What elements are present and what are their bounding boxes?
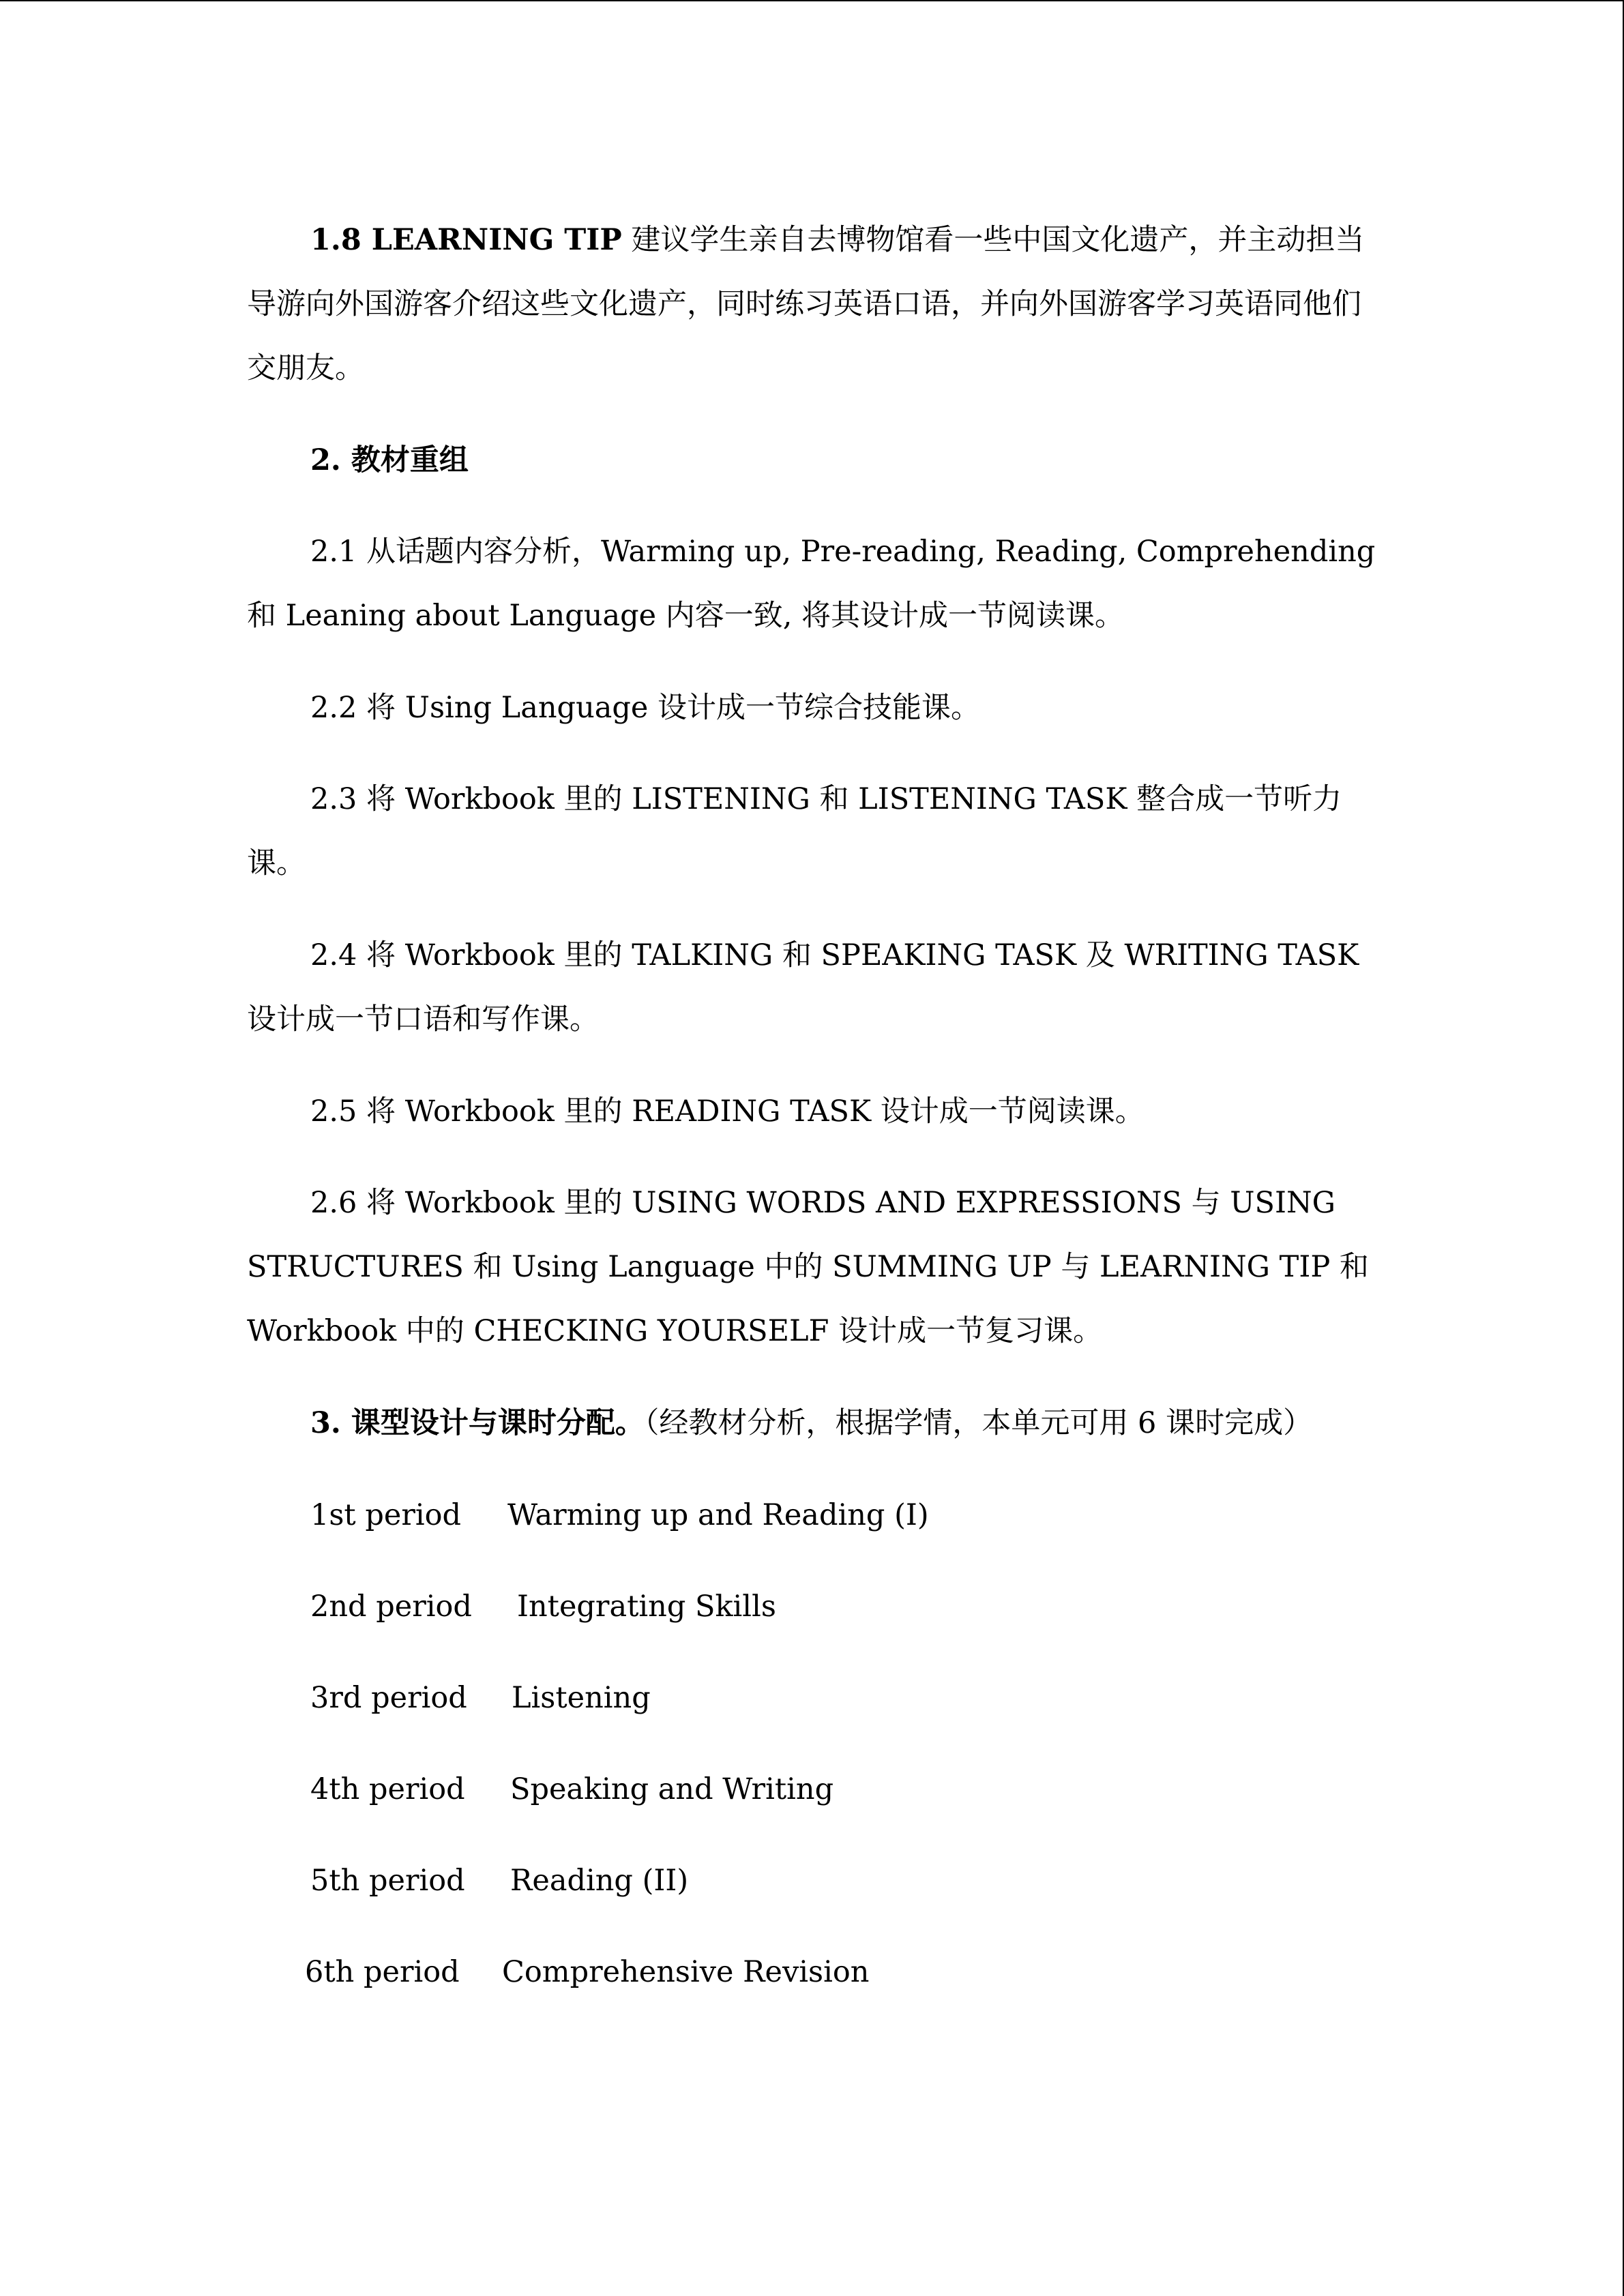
item-2-1: 2.1 从话题内容分析，Warming up, Pre-reading, Reading, Comprehending 和 Leaning about Language 内容一致, 将其设计成一节阅读课。 (247, 535, 1376, 633)
learning-tip-heading: 1.8 LEARNING TIP (310, 223, 622, 257)
learning-tip-text: 建议学生亲自去博物馆看一些中国文化遗产，并主动担当导游向外国游客介绍这些文化遗产，同时练习英语口语，并向外国游客学习英语同他们交朋友。 (247, 223, 1365, 385)
item-2-6: 2.6 将 Workbook 里的 USING WORDS AND EXPRESSIONS 与 USING STRUCTURES 和 Using Language 中的 SUMMING UP 与 LEARNING TIP 和 Workbook 中的 CHECKING YOURSELF 设计成一节复习课。 (247, 1186, 1369, 1348)
period-row (247, 1757, 1379, 1821)
period-title: Listening (512, 1681, 651, 1715)
document-body (247, 208, 1379, 2031)
paragraph-learning-tip (247, 208, 1379, 400)
period-title: Comprehensive Revision (502, 1955, 870, 1989)
period-row (247, 1666, 1379, 1730)
item-2-4: 2.4 将 Workbook 里的 TALKING 和 SPEAKING TASK 及 WRITING TASK 设计成一节口语和写作课。 (247, 938, 1359, 1037)
period-row (247, 1940, 1379, 2004)
period-title: Integrating Skills (517, 1590, 776, 1624)
period-row (247, 1575, 1379, 1639)
section-3-heading: 3. 课型设计与课时分配。 (310, 1406, 645, 1440)
period-number: 3rd period (310, 1681, 467, 1715)
period-number: 5th period (310, 1864, 465, 1898)
period-title: Warming up and Reading (I) (507, 1498, 929, 1532)
section-3-paragraph (247, 1391, 1379, 1455)
item-2-5: 2.5 将 Workbook 里的 READING TASK 设计成一节阅读课。 (310, 1094, 1145, 1129)
section-2-heading: 2. 教材重组 (310, 443, 469, 477)
item-2-3: 2.3 将 Workbook 里的 LISTENING 和 LISTENING TASK 整合成一节听力课。 (247, 782, 1342, 880)
period-title: Speaking and Writing (510, 1772, 834, 1806)
period-row (247, 1483, 1379, 1547)
item-2-2: 2.2 将 Using Language 设计成一节综合技能课。 (310, 691, 981, 725)
period-number: 2nd period (310, 1590, 472, 1624)
section-3-note: （经教材分析，根据学情，本单元可用 6 课时完成） (644, 1406, 1313, 1440)
period-title: Reading (II) (510, 1864, 689, 1898)
period-row (247, 1849, 1379, 1913)
period-number: 1st period (310, 1498, 462, 1532)
period-number: 6th period (305, 1955, 460, 1989)
period-number: 4th period (310, 1772, 465, 1806)
